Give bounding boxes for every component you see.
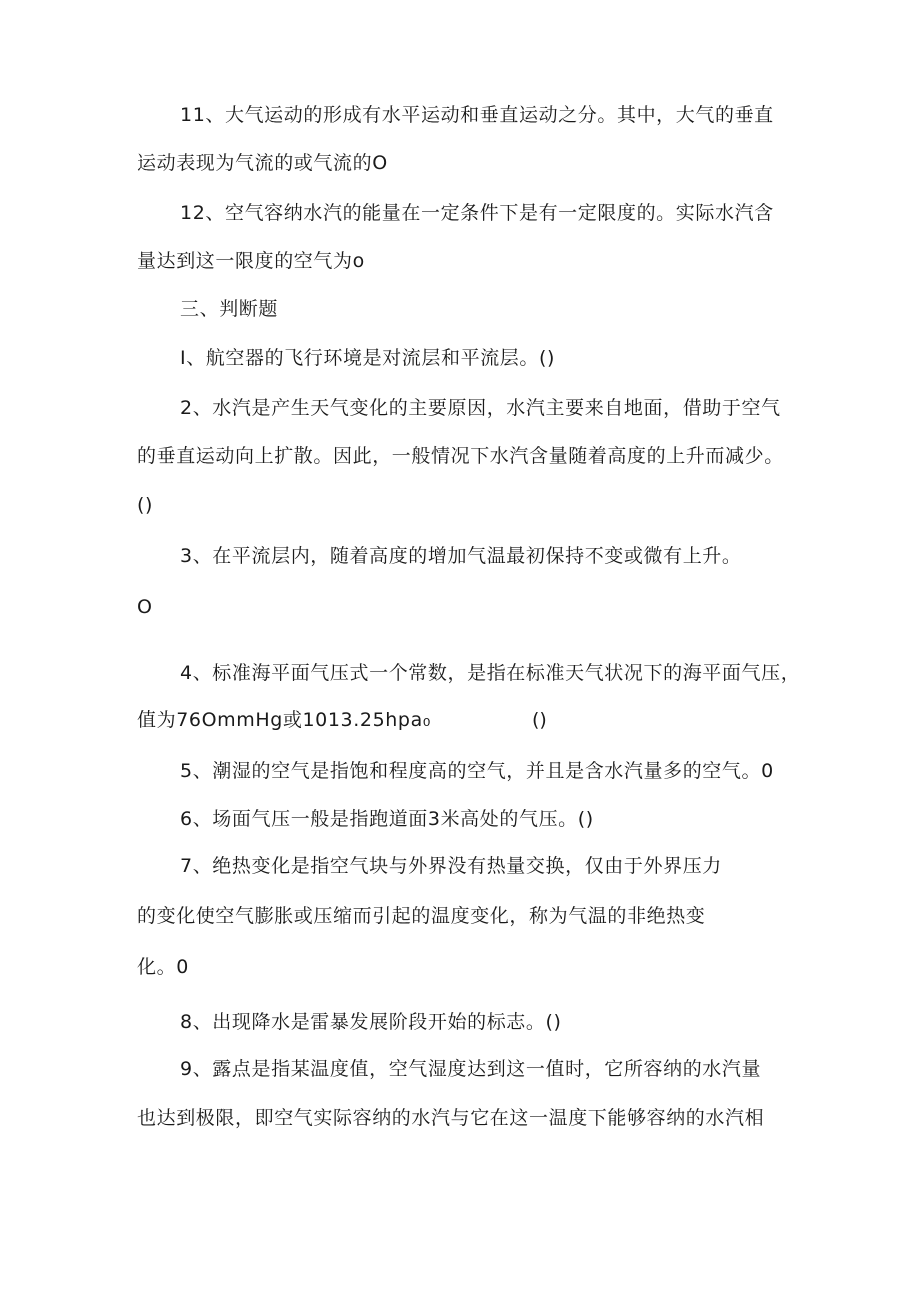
- tf8-line: 8、出现降水是雷暴发展阶段开始的标志。(): [180, 1011, 562, 1033]
- tf2-line-2: 的垂直运动向上扩散。因此，一般情况下水汽含量随着高度的上升而减少。: [137, 445, 784, 467]
- q12-line-2: 量达到这一限度的空气为o: [137, 250, 365, 272]
- section-heading: 三、判断题: [180, 298, 279, 320]
- tf7-line-3: 化。0: [137, 956, 189, 978]
- tf4-line-2: 值为76OmmHg或1013.25hpa₀: [137, 709, 432, 731]
- q12-line-1: 12、空气容纳水汽的能量在一定条件下是有一定限度的。实际水汽含: [180, 202, 774, 224]
- tf4-blank: (): [532, 709, 547, 731]
- q11-line-2: 运动表现为气流的或气流的O: [137, 152, 388, 174]
- tf3-line-1: 3、在平流层内，随着高度的增加气温最初保持不变或微有上升。: [180, 545, 742, 567]
- tf9-line-1: 9、露点是指某温度值，空气湿度达到这一值时，它所容纳的水汽量: [180, 1058, 762, 1080]
- tf3-blank: O: [137, 596, 153, 618]
- tf7-line-2: 的变化使空气膨胀或压缩而引起的温度变化，称为气温的非绝热变: [137, 905, 706, 927]
- tf9-line-2: 也达到极限，即空气实际容纳的水汽与它在这一温度下能够容纳的水汽相: [137, 1107, 765, 1129]
- tf2-line-1: 2、水汽是产生天气变化的主要原因，水汽主要来自地面，借助于空气: [180, 397, 781, 419]
- tf5-line: 5、潮湿的空气是指饱和程度高的空气，并且是含水汽量多的空气。0: [180, 760, 774, 782]
- tf2-blank: (): [137, 494, 154, 516]
- tf4-line-1: 4、标准海平面气压式一个常数，是指在标准天气状况下的海平面气压，: [180, 662, 801, 684]
- q11-line-1: 11、大气运动的形成有水平运动和垂直运动之分。其中，大气的垂直: [180, 104, 774, 126]
- tf6-line: 6、场面气压一般是指跑道面3米高处的气压。(): [180, 808, 594, 830]
- tf1-line: I、航空器的飞行环境是对流层和平流层。(): [180, 347, 556, 369]
- tf7-line-1: 7、绝热变化是指空气块与外界没有热量交换，仅由于外界压力: [180, 855, 722, 877]
